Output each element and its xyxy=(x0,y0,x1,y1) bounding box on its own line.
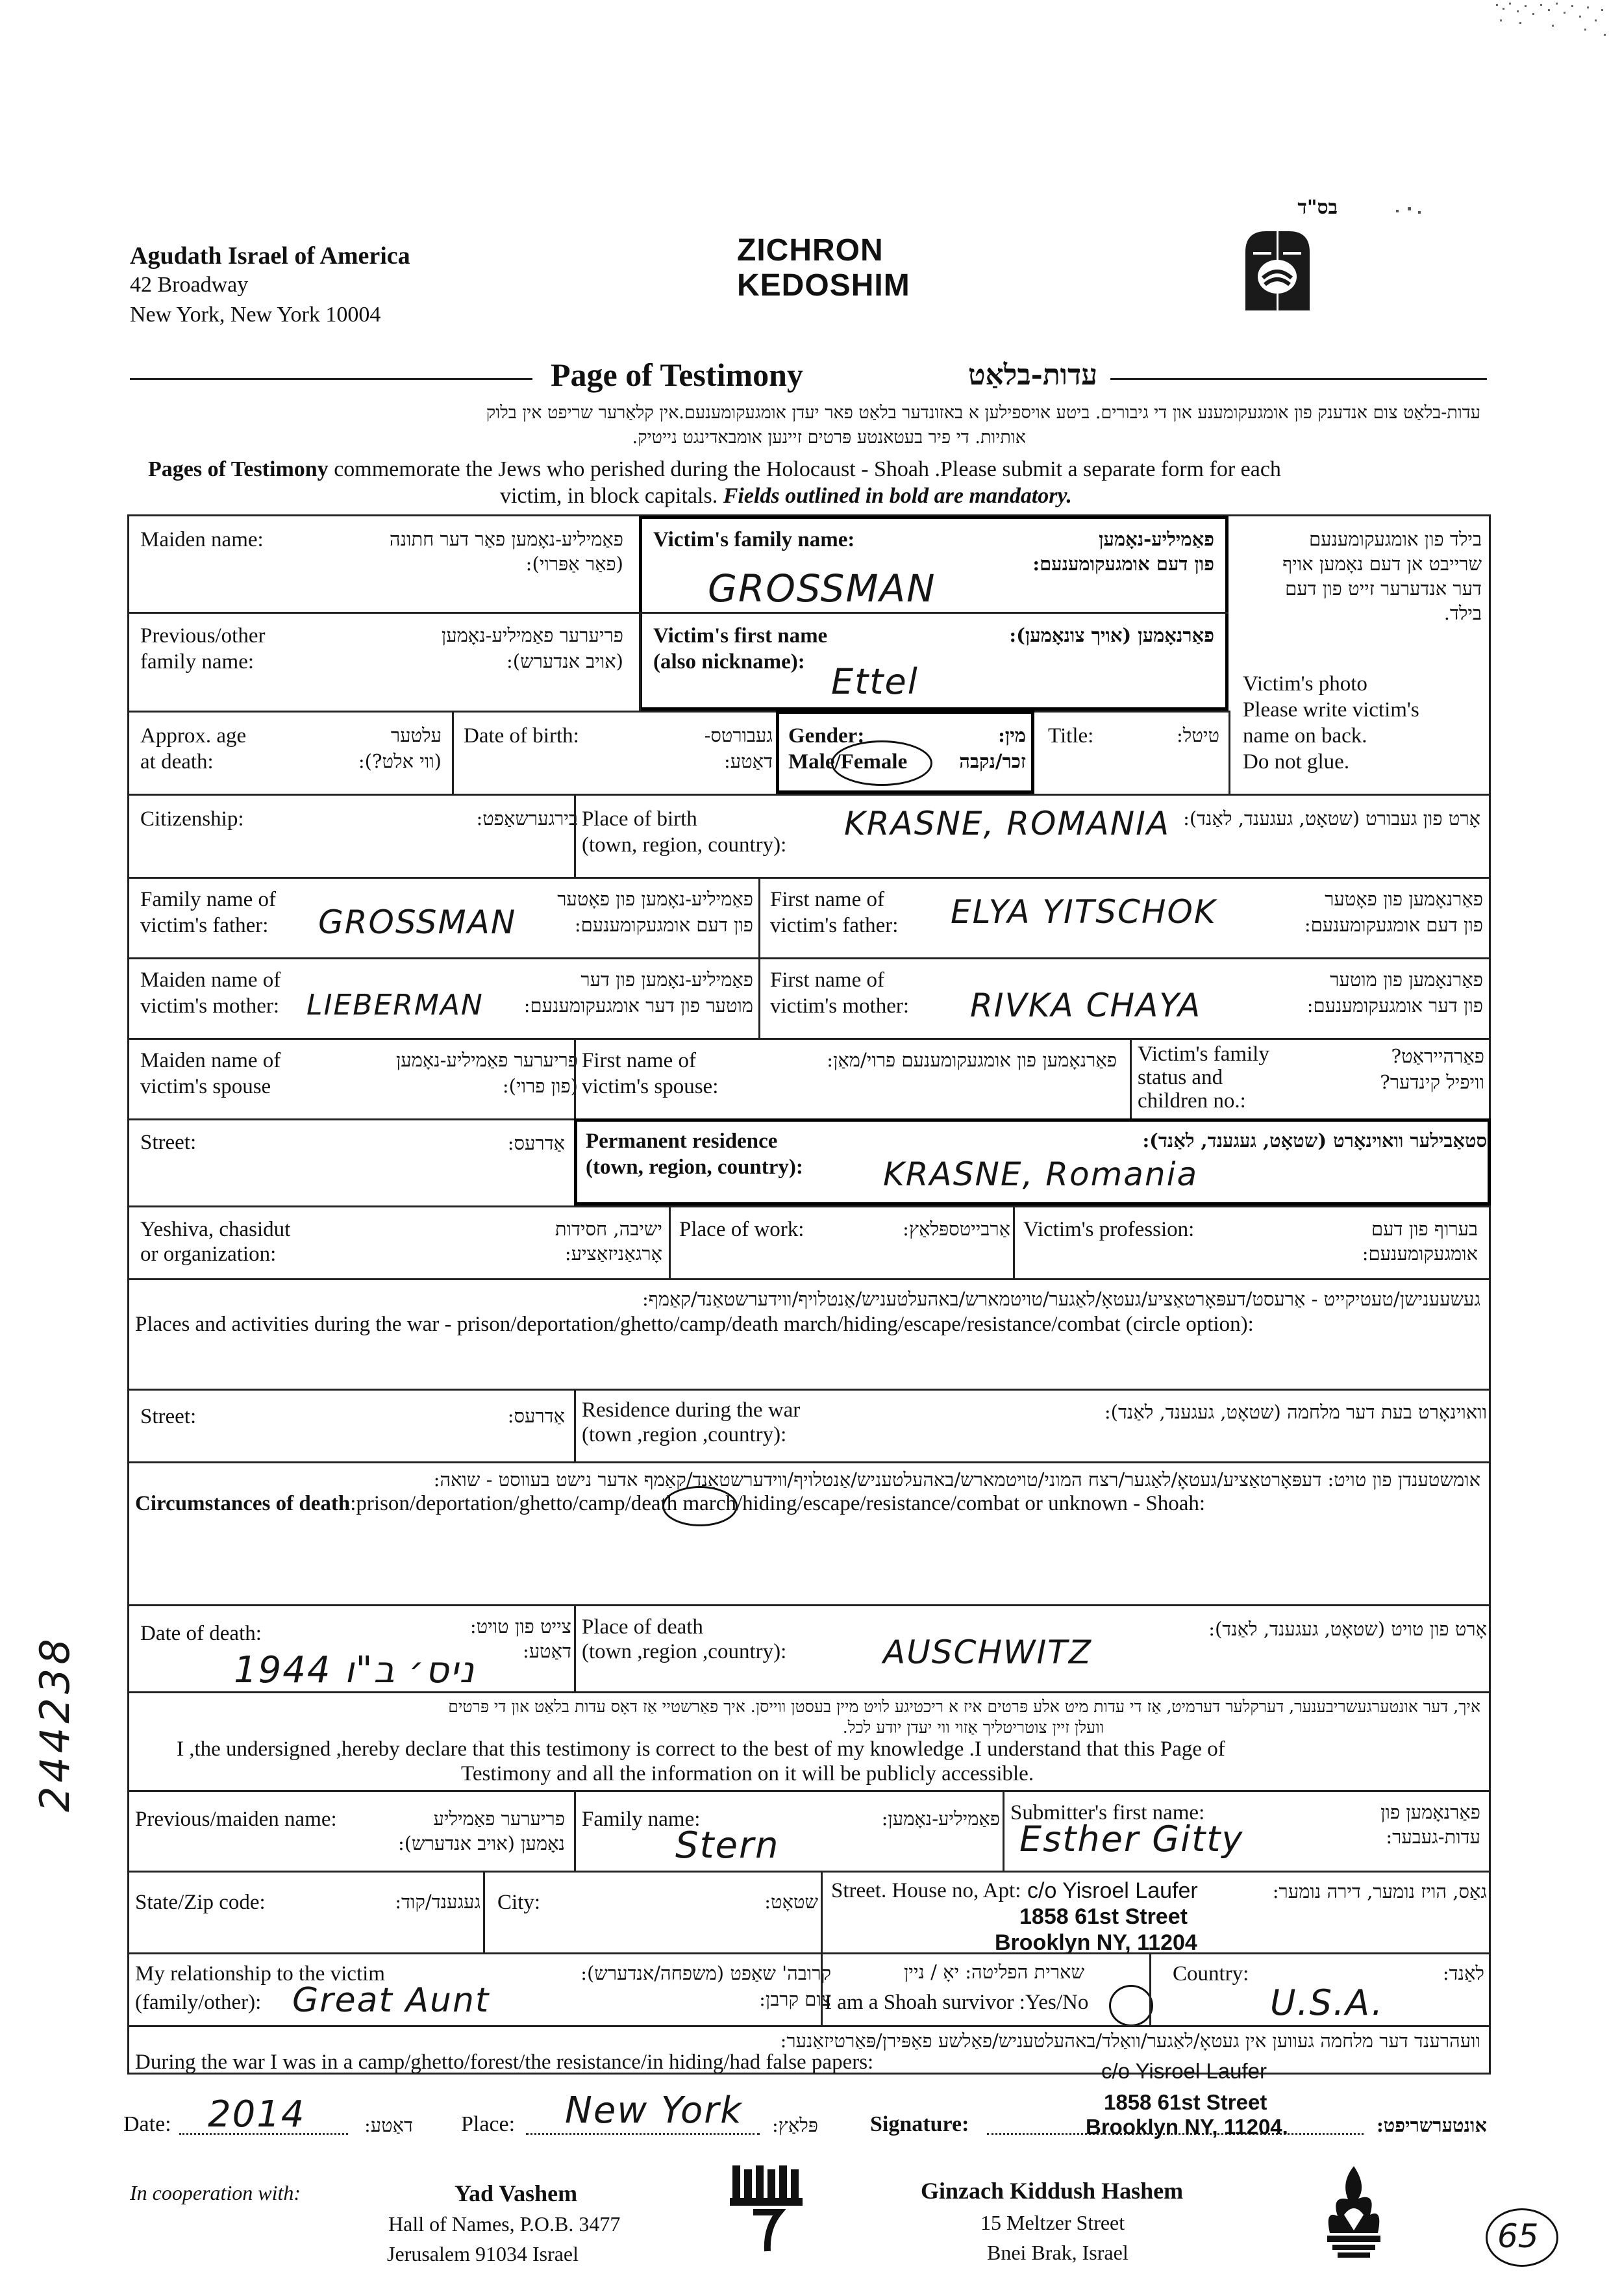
circumstances-selected-circle xyxy=(662,1486,738,1526)
ginzach-address2: Bnei Brak, Israel xyxy=(987,2241,1129,2264)
date-heb: דאַטע: xyxy=(364,2114,413,2136)
submitter-state-zip-heb: געגענד/קוד: xyxy=(395,1891,480,1913)
profession-label: Victim's profession: xyxy=(1023,1218,1195,1241)
divider xyxy=(127,1691,1491,1693)
besiyata-mark: בס"ד xyxy=(1297,196,1338,219)
submitter-first-name-label: Submitter's first name: xyxy=(1010,1801,1205,1824)
divider xyxy=(452,711,454,794)
divider xyxy=(483,1871,485,1952)
date-of-death-heb1: צייט פון טויט: xyxy=(469,1615,571,1637)
permanent-residence-heb: סטאַבילער וואוינאָרט (שטאָט, געגענד, לאַנד): xyxy=(1142,1129,1487,1152)
previous-family-name-heb1: פריערער פאַמיליע-נאָמען xyxy=(441,624,623,646)
submitter-relationship-label2: (family/other): xyxy=(135,1991,262,2014)
submitter-country-label: Country: xyxy=(1173,1962,1249,1986)
org-address-line2: New York, New York 10004 xyxy=(130,303,381,327)
submitter-city-heb: שטאָט: xyxy=(764,1891,818,1913)
yeshiva-label2: or organization: xyxy=(140,1243,277,1266)
mother-first-name-label1: First name of xyxy=(770,968,884,992)
divider xyxy=(1130,1038,1132,1118)
title-rule-right xyxy=(1110,378,1487,380)
scan-noise-icon xyxy=(1493,0,1609,45)
spouse-first-name-label2: victim's spouse: xyxy=(582,1075,719,1098)
yad-vashem-name: Yad Vashem xyxy=(455,2180,578,2206)
divider xyxy=(127,711,1229,713)
date-of-birth-label: Date of birth: xyxy=(464,724,579,748)
divider xyxy=(574,1604,576,1691)
family-status-label1: Victim's family xyxy=(1138,1042,1269,1066)
family-status-heb1: פאַרהייראַט? xyxy=(1391,1045,1484,1067)
war-residence-heb: וואוינאָרט בעת דער מלחמה (שטאָט, געגענד, לאַנד): xyxy=(1104,1401,1487,1423)
instructions-yiddish-2: אותיות. די פיר בעטאנטע פּרטים זיינען אומבאדינגט נייטיק. xyxy=(632,427,1026,448)
victim-family-name-label: Victim's family name: xyxy=(653,528,855,551)
divider xyxy=(821,1952,823,2025)
ginzach-logo xyxy=(1318,2163,1390,2260)
maiden-name-label: Maiden name: xyxy=(140,528,264,551)
mother-maiden-name-label1: Maiden name of xyxy=(140,968,281,992)
place-of-birth-heb: אָרט פון געבורט (שטאָט, געגענד, לאַנד): xyxy=(1183,807,1480,829)
date-of-death-value: 1944 ניס׳ ב"ו xyxy=(234,1649,476,1691)
submitter-prev-maiden-heb2: נאָמען (אויב אנדערש): xyxy=(397,1832,565,1854)
declaration-yiddish-1: איך, דער אונטערגעשריבענער, דערקלער דערמיט, אַז די עדות מיט אלע פּרטים איז א ריכטיגע לויט מיין בעסטן ווייסן. איך פאַרשטיי אַז דאָס עדות בלאַט און די פּרטים xyxy=(448,1697,1480,1716)
project-title-line2: KEDOSHIM xyxy=(737,268,910,303)
ginzach-name: Ginzach Kiddush Hashem xyxy=(921,2178,1184,2204)
approx-age-label1: Approx. age xyxy=(140,724,247,748)
victim-family-name-label-heb1: פאַמיליע-נאָמען xyxy=(1099,528,1214,550)
submitter-first-name-heb2: עדות-געבער: xyxy=(1386,1826,1480,1848)
place-of-death-value: AUSCHWITZ xyxy=(883,1634,1093,1671)
date-of-birth-heb2: דאַטע: xyxy=(723,750,773,772)
divider xyxy=(669,1205,671,1278)
divider xyxy=(127,1205,1491,1207)
divider xyxy=(1229,711,1230,794)
place-of-birth-label1: Place of birth xyxy=(582,807,697,831)
date-of-death-label: Date of death: xyxy=(140,1622,262,1645)
submitter-survivor-heb: שארית הפליטה: יאָ / ניין xyxy=(903,1961,1084,1983)
agudath-logo-icon xyxy=(1240,226,1315,317)
submitter-stamp-line1: c/o Yisroel Laufer xyxy=(1027,1878,1198,1903)
page-number: 65 xyxy=(1497,2217,1539,2255)
divider xyxy=(821,1871,823,1952)
yeshiva-heb2: אָרגאַניזאַציע: xyxy=(564,1243,662,1265)
org-name: Agudath Israel of America xyxy=(130,242,410,270)
previous-family-name-label1: Previous/other xyxy=(140,624,266,648)
declaration-yiddish-2: וועלן זיין צוטריטליך אַזוי ווי יעדן יודע לכל. xyxy=(842,1718,1104,1737)
permanent-residence-label2: (town, region, country): xyxy=(586,1155,803,1179)
photo-box-en-1: Victim's photo xyxy=(1243,672,1367,696)
street-label: Street: xyxy=(140,1131,197,1154)
signature-label: Signature: xyxy=(870,2112,969,2136)
divider xyxy=(1003,1790,1004,1871)
mother-first-name-value: RIVKA CHAYA xyxy=(970,987,1202,1024)
gender-selected-circle xyxy=(831,740,932,786)
divider xyxy=(1149,1952,1151,2025)
maiden-name-label-heb1: פאַמיליע-נאָמען פאַר דער חתונה xyxy=(389,528,623,550)
father-family-name-value: GROSSMAN xyxy=(318,903,517,941)
instructions-en-bold: Pages of Testimony xyxy=(148,457,329,481)
submitter-survivor-label: I am a Shoah survivor :Yes/No xyxy=(825,1991,1089,2014)
victim-first-name-label2: (also nickname): xyxy=(653,650,805,674)
citizenship-heb: בירגערשאַפט: xyxy=(476,807,578,829)
signature-stamp-line2: 1858 61st Street xyxy=(1104,2090,1267,2114)
date-of-death-heb2: דאַטע: xyxy=(522,1640,571,1662)
mother-maiden-name-value: LIEBERMAN xyxy=(306,989,484,1022)
agudath-logo xyxy=(1240,226,1315,317)
margin-file-number: 244238 xyxy=(31,1635,79,1812)
approx-age-heb1: עלטער xyxy=(390,724,442,746)
spouse-maiden-name-heb1: פריערער פאַמיליע-נאָמען xyxy=(395,1049,578,1071)
father-first-name-label2: victim's father: xyxy=(770,914,899,937)
place-of-death-label1: Place of death xyxy=(582,1615,703,1639)
family-status-heb2: וויפיל קינדער? xyxy=(1380,1071,1484,1093)
father-first-name-value: ELYA YITSCHOK xyxy=(951,893,1217,931)
father-family-name-label1: Family name of xyxy=(140,888,276,911)
divider xyxy=(639,612,1229,614)
mother-first-name-heb2: פון דער אומגעקומענעם: xyxy=(1306,994,1483,1016)
photo-box-en-3: name on back. xyxy=(1243,724,1367,748)
street-heb: אַדרעס: xyxy=(507,1132,565,1154)
scan-noise xyxy=(1493,0,1609,45)
family-status-label3: children no.: xyxy=(1138,1089,1246,1113)
submitter-country-value: U.S.A. xyxy=(1270,1982,1384,2023)
spouse-maiden-name-label2: victim's spouse xyxy=(140,1075,271,1098)
mother-maiden-name-heb1: פאַמיליע-נאָמען פון דער xyxy=(580,968,753,990)
war-residence-label2: (town ,region ,country): xyxy=(582,1423,787,1446)
submitter-relationship-label1: My relationship to the victim xyxy=(135,1962,385,1986)
family-status-label2: status and xyxy=(1138,1066,1223,1089)
divider xyxy=(127,1604,1491,1606)
gender-heb2: זכר/נקבה xyxy=(959,750,1026,772)
submitter-relationship-heb1: קרובה' שאַפט (משפחה/אנדערש): xyxy=(580,1962,831,1984)
place-dotted-line[interactable] xyxy=(526,2133,760,2135)
divider xyxy=(574,1790,576,1871)
mother-first-name-heb1: פאַרנאָמען פון מוטער xyxy=(1330,968,1483,990)
submitter-war-label: During the war I was in a camp/ghetto/forest/the resistance/in hiding/had false papers: xyxy=(135,2050,874,2074)
title-label: Title: xyxy=(1048,724,1094,748)
spouse-maiden-name-label1: Maiden name of xyxy=(140,1049,281,1072)
title-rule-left xyxy=(130,378,532,380)
victim-first-name-value: Ettel xyxy=(831,661,919,702)
spouse-first-name-heb: פאַרנאָמען פון אומגעקומענעם פרוי/מאַן: xyxy=(827,1049,1117,1071)
date-label: Date: xyxy=(123,2112,171,2136)
gender-options: Male/Female xyxy=(788,750,908,774)
photo-box-yiddish-3: דער אנדערער זייט פון דעם xyxy=(1285,577,1482,599)
divider xyxy=(127,1278,1491,1280)
divider xyxy=(574,1038,576,1118)
submitter-country-heb: לאַנד: xyxy=(1442,1962,1484,1984)
gender-label: Gender: xyxy=(788,724,865,748)
war-residence-label1: Residence during the war xyxy=(582,1398,801,1422)
maiden-name-label-heb2: (פאַר אַפּרוי): xyxy=(525,553,623,575)
citizenship-label: Citizenship: xyxy=(140,807,244,831)
instructions-yiddish-1: עדות-בלאַט צום אנדענק פון אומגעקומענע און די גיבורים. ביטע אויספילען א באזונדער בלאַט פאר יעדן אומגעקומענעם.אין קלאַרער שריפט אין בלוק xyxy=(486,403,1480,423)
gender-heb1: מין: xyxy=(998,724,1026,746)
submitter-war-heb: וועהרענד דער מלחמה געווען אין געטאָ/לאַגער/וואַלד/באהעלטעניש/פאַלשע פאַפּירן/פּאַרטיזאַנער: xyxy=(780,2030,1480,2052)
signature-stamp-line3: Brooklyn NY, 11204. xyxy=(1086,2115,1288,2139)
place-of-work-heb: אַרבייטספּלאַץ: xyxy=(903,1218,1010,1240)
submitter-war-stamp-line1: c/o Yisroel Laufer xyxy=(1101,2059,1267,2083)
flame-icon xyxy=(1318,2163,1390,2260)
date-of-birth-heb1: געבורטס- xyxy=(704,724,773,746)
divider xyxy=(127,794,1491,796)
yeshiva-heb1: ישיבה, חסידות xyxy=(555,1218,662,1240)
org-address-line1: 42 Broadway xyxy=(130,273,249,297)
yad-vashem-logo xyxy=(727,2163,812,2254)
submitter-state-zip-label: State/Zip code: xyxy=(135,1891,266,1914)
submitter-family-name-label: Family name: xyxy=(582,1808,701,1831)
divider xyxy=(127,1790,1491,1792)
menorah-icon xyxy=(727,2163,812,2254)
divider xyxy=(758,877,760,957)
photo-box-yiddish-1: בילד פון אומגעקומענעם xyxy=(1308,528,1482,550)
photo-box-en-2: Please write victim's xyxy=(1243,698,1419,722)
spouse-first-name-label1: First name of xyxy=(582,1049,696,1072)
declaration-en-1: I ,the undersigned ,hereby declare that this testimony is correct to the best of my knowledge .I understand that this Page of xyxy=(177,1737,1225,1761)
divider xyxy=(127,1952,1491,1954)
approx-age-heb2: (ווי אלט?): xyxy=(358,750,442,772)
father-first-name-heb1: פאַרנאָמען פון פאָטער xyxy=(1325,888,1483,910)
photo-box-yiddish-4: בילד. xyxy=(1443,602,1482,624)
photo-box-en-4: Do not glue. xyxy=(1243,750,1350,774)
submitter-prev-maiden-label: Previous/maiden name: xyxy=(135,1808,337,1831)
profession-heb1: בערוף פון דעם xyxy=(1371,1218,1478,1240)
father-first-name-heb2: פון דעם אומגעקומענעם: xyxy=(1304,914,1483,936)
yad-vashem-address2: Jerusalem 91034 Israel xyxy=(387,2242,579,2265)
war-places-label: Places and activities during the war - prison/deportation/ghetto/camp/death march/hiding/escape/resistance/combat (circle option): xyxy=(135,1313,1254,1336)
father-family-name-label2: victim's father: xyxy=(140,914,269,937)
circumstances-label-bold: Circumstances of death xyxy=(135,1492,351,1515)
divider xyxy=(639,612,641,711)
signature-heb: אונטערשריפט: xyxy=(1376,2114,1487,2136)
previous-family-name-heb2: (אויב אנדערש): xyxy=(506,650,623,672)
place-of-death-heb: אָרט פון טויט (שטאָט, געגענד, לאַנד): xyxy=(1208,1618,1487,1640)
place-label: Place: xyxy=(461,2112,516,2136)
divider xyxy=(127,1038,1491,1040)
divider xyxy=(127,1871,1491,1873)
place-of-birth-label2: (town, region, country): xyxy=(582,833,787,857)
instructions-en-line2 xyxy=(500,484,1072,509)
divider xyxy=(127,877,1491,879)
place-value: New York xyxy=(565,2089,743,2132)
form-title: Page of Testimony xyxy=(551,357,803,393)
submitter-prev-maiden-heb1: פריערער פאַמיליע xyxy=(433,1808,565,1830)
photo-box-yiddish-2: שרייבט אן דעם נאָמען אויף xyxy=(1282,553,1482,575)
submitter-first-name-value: Esther Gitty xyxy=(1019,1819,1244,1860)
submitter-stamp-line3: Brooklyn NY, 11204 xyxy=(995,1930,1197,1955)
divider xyxy=(127,2025,1491,2027)
submitter-family-name-heb: פאַמיליע-נאָמען: xyxy=(881,1808,1000,1830)
approx-age-label2: at death: xyxy=(140,750,214,774)
submitter-city-label: City: xyxy=(497,1891,541,1914)
war-street-heb: אַדרעס: xyxy=(507,1405,565,1427)
submitter-relationship-heb2: צום קרבן: xyxy=(759,1988,831,2010)
divider xyxy=(1013,1205,1015,1278)
place-of-work-label: Place of work: xyxy=(679,1218,804,1241)
instructions-en-mandatory: Fields outlined in bold are mandatory. xyxy=(723,484,1072,508)
father-family-name-heb2: פון דעם אומגעקומענעם: xyxy=(574,914,753,936)
yeshiva-label1: Yeshiva, chasidut xyxy=(140,1218,291,1241)
permanent-residence-value: KRASNE, Romania xyxy=(883,1155,1199,1193)
yad-vashem-address1: Hall of Names, P.O.B. 3477 xyxy=(388,2212,621,2236)
permanent-residence-label1: Permanent residence xyxy=(586,1129,778,1153)
date-value: 2014 xyxy=(208,2093,306,2136)
mother-first-name-label2: victim's mother: xyxy=(770,994,910,1018)
submitter-family-name-value: Stern xyxy=(675,1824,780,1867)
victim-family-name-label-heb2: פון דעם אומגעקומענעם: xyxy=(1032,553,1214,575)
submitter-first-name-heb1: פאַרנאָמען פון xyxy=(1380,1801,1480,1823)
divider xyxy=(127,957,1491,959)
instructions-en-text1: commemorate the Jews who perished during the Holocaust - Shoah .Please submit a separate form for each xyxy=(328,457,1281,481)
mother-maiden-name-heb2: מוטער פון דער אומגעקומענעם: xyxy=(523,994,753,1016)
title-heb: טיטל: xyxy=(1177,724,1219,746)
victim-first-name-label1: Victim's first name xyxy=(653,624,828,648)
form-title-yiddish: עדות-בלאַט xyxy=(967,359,1097,392)
instructions-en-line1 xyxy=(148,457,1281,482)
divider xyxy=(574,1389,576,1461)
victim-first-name-heb: פאַרנאָמען (אויך צונאָמען): xyxy=(1009,624,1214,646)
place-of-death-label2: (town ,region ,country): xyxy=(582,1640,787,1663)
divider xyxy=(574,794,576,877)
spouse-maiden-name-heb2: (פון פרוי): xyxy=(502,1075,578,1097)
declaration-en-2: Testimony and all the information on it will be publicly accessible. xyxy=(461,1762,1034,1785)
place-of-birth-value: KRASNE, ROMANIA xyxy=(844,805,1171,842)
war-street-label: Street: xyxy=(140,1405,197,1428)
father-first-name-label1: First name of xyxy=(770,888,884,911)
submitter-street-label: Street. House no, Apt: xyxy=(831,1879,1021,1902)
circumstances-label-rest: :prison/deportation/ghetto/camp/death march/hiding/escape/resistance/combat or unknown - Shoah: xyxy=(350,1492,1206,1515)
divider xyxy=(758,957,760,1038)
victim-family-name-value: GROSSMAN xyxy=(708,566,936,611)
divider xyxy=(127,1389,1491,1391)
project-title-line1: ZICHRON xyxy=(737,233,884,268)
ginzach-address1: 15 Meltzer Street xyxy=(980,2211,1125,2234)
father-family-name-heb1: פאַמיליע-נאָמען פון פאָטער xyxy=(557,888,753,910)
instructions-en-text2: victim, in block capitals. xyxy=(500,484,723,508)
scan-speckle-top xyxy=(1396,205,1435,218)
place-heb: פּלאַץ: xyxy=(771,2114,818,2136)
submitter-street-heb: גאַס, הויז נומער, דירה נומער: xyxy=(1272,1880,1487,1902)
previous-family-name-label2: family name: xyxy=(140,650,255,674)
submitter-relationship-value: Great Aunt xyxy=(292,1981,490,2020)
profession-heb2: אומגעקומענעם: xyxy=(1362,1243,1478,1265)
cooperation-label: In cooperation with: xyxy=(130,2181,301,2204)
war-places-heb: געשעענישן/טעטיקייט - אַרעסט/דעפּאָרטאַציע/געטאָ/לאַגער/טויטמארש/באהעלטעניש/אַנטלויף/ווידערשטאַנד/קאַמף: xyxy=(642,1288,1480,1310)
divider xyxy=(127,1461,1491,1463)
divider xyxy=(127,612,639,614)
survivor-selected-circle xyxy=(1109,1985,1153,2026)
submitter-stamp-line2: 1858 61st Street xyxy=(1019,1904,1188,1929)
mother-maiden-name-label2: victim's mother: xyxy=(140,994,280,1018)
circumstances-heb: אומשטענדן פון טויט: דעפּאָרטאַציע/געטאָ/לאַגער/רצח המוני/טויטמארש/באהעלטעניש/אַנטלויף/ווידערשטאַנד/קאַמף אדער נישט בעווסט - שואה: xyxy=(433,1469,1480,1491)
